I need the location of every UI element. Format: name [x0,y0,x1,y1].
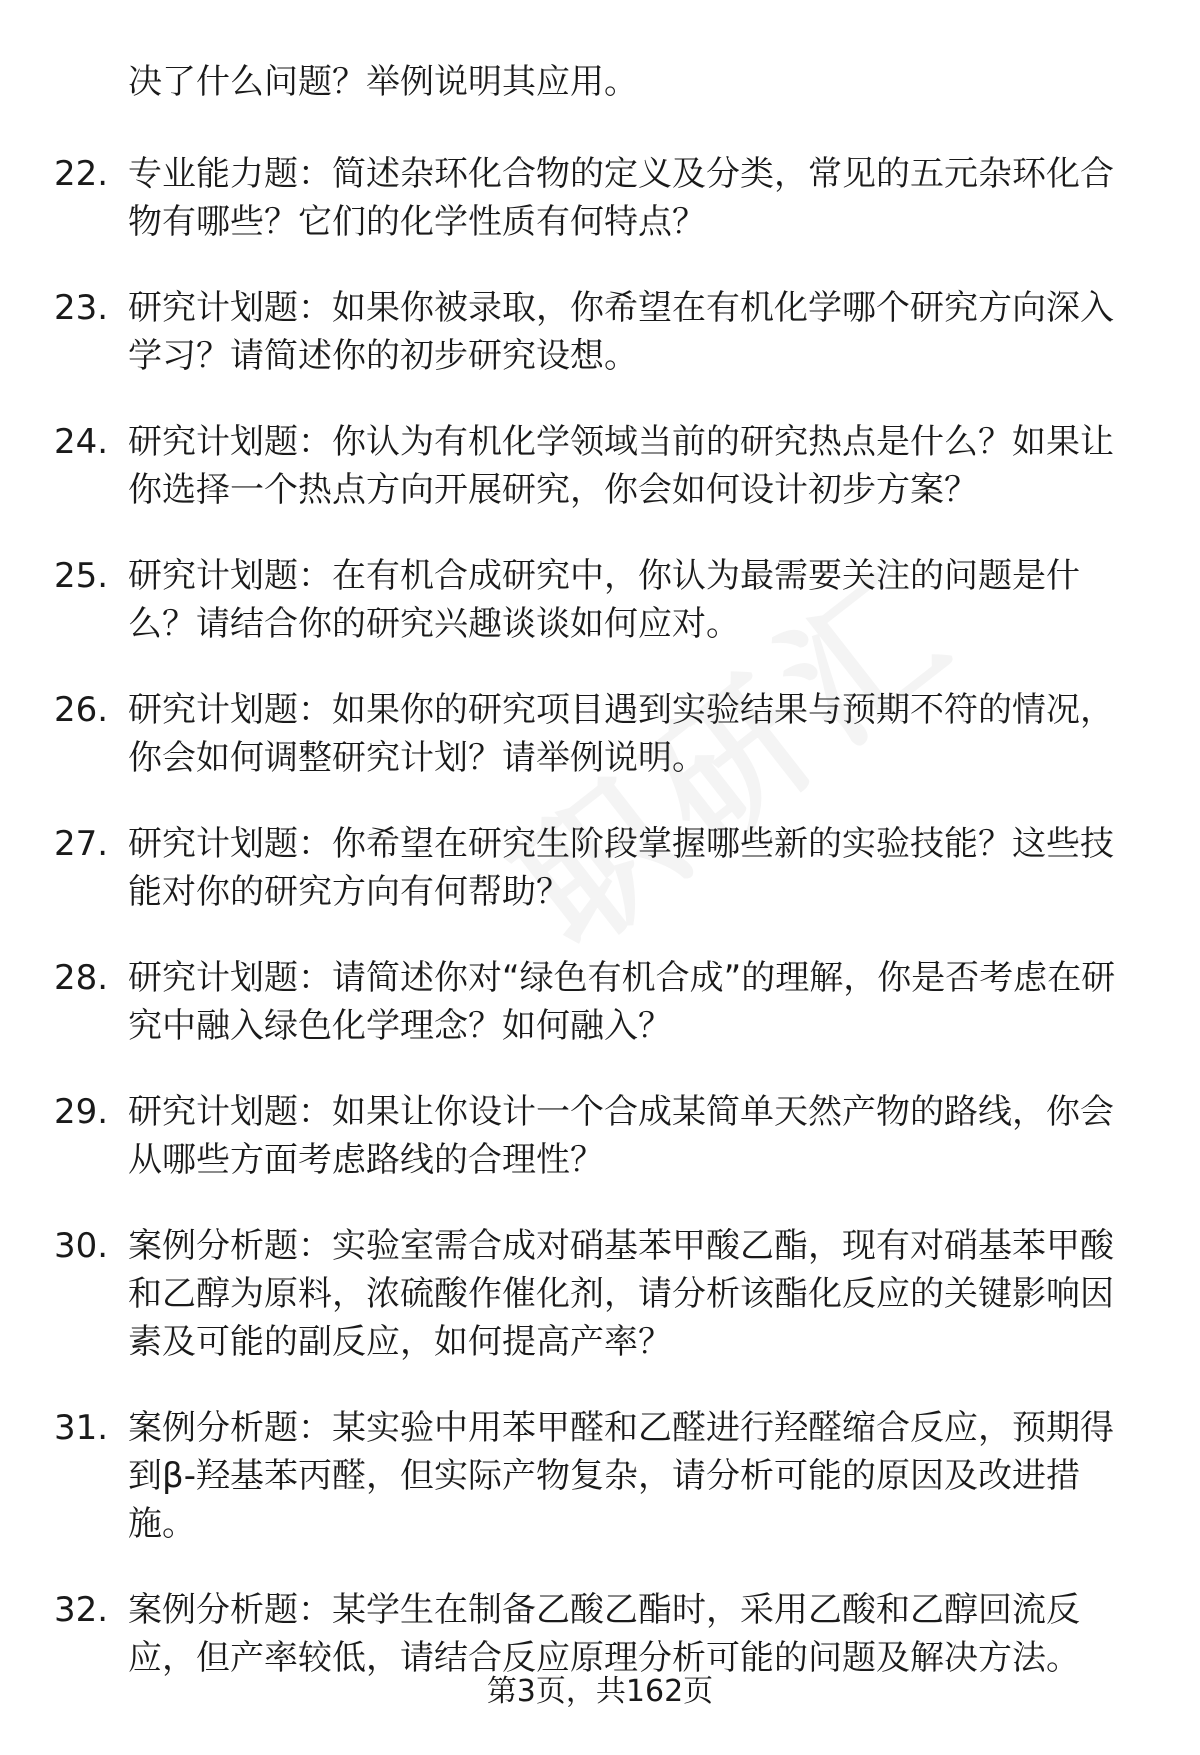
question-item [0,1088,1200,1184]
question-text: 案例分析题：实验室需合成对硝基苯甲酸乙酯，现有对硝基苯甲酸和乙醇为原料，浓硫酸作催化剂，请分析该酯化反应的关键影响因素及可能的副反应，如何提高产率？ [128,1226,1114,1362]
question-text: 研究计划题：请简述你对“绿色有机合成”的理解，你是否考虑在研究中融入绿色化学理念？如何融入？ [128,958,1116,1046]
question-item [0,418,1200,514]
question-text: 研究计划题：你希望在研究生阶段掌握哪些新的实验技能？这些技能对你的研究方向有何帮助？ [128,824,1114,912]
question-number: 29. [54,1092,109,1132]
question-text: 研究计划题：如果让你设计一个合成某简单天然产物的路线，你会从哪些方面考虑路线的合理性？ [128,1092,1114,1180]
question-number: 31. [54,1408,109,1448]
question-item [0,1404,1200,1548]
question-item [0,820,1200,916]
page-footer: 第3页，共162页 [486,1674,714,1709]
question-text: 研究计划题：如果你被录取，你希望在有机化学哪个研究方向深入学习？请简述你的初步研究设想。 [128,288,1114,376]
continuation-text: 决了什么问题？举例说明其应用。 [128,62,638,102]
question-number: 28. [54,958,109,998]
question-item [0,686,1200,782]
question-number: 32. [54,1590,109,1630]
question-text: 专业能力题：简述杂环化合物的定义及分类，常见的五元杂环化合物有哪些？它们的化学性质有何特点？ [128,154,1114,242]
question-item [0,284,1200,380]
question-text: 案例分析题：某学生在制备乙酸乙酯时，采用乙酸和乙醇回流反应，但产率较低，请结合反应原理分析可能的问题及解决方法。 [128,1590,1080,1678]
question-item [0,150,1200,246]
question-number: 30. [54,1226,109,1266]
question-item [0,954,1200,1050]
question-item [0,1222,1200,1366]
question-number: 22. [54,154,109,194]
question-number: 25. [54,556,109,596]
question-number: 27. [54,824,109,864]
question-list [0,150,1200,1720]
question-number: 23. [54,288,109,328]
question-item [0,552,1200,648]
question-text: 研究计划题：你认为有机化学领域当前的研究热点是什么？如果让你选择一个热点方向开展研究，你会如何设计初步方案？ [128,422,1114,510]
question-text: 案例分析题：某实验中用苯甲醛和乙醛进行羟醛缩合反应，预期得到β-羟基苯丙醛，但实际产物复杂，请分析可能的原因及改进措施。 [128,1408,1114,1544]
question-text: 研究计划题：如果你的研究项目遇到实验结果与预期不符的情况，你会如何调整研究计划？请举例说明。 [128,690,1114,778]
question-number: 24. [54,422,109,462]
question-number: 26. [54,690,109,730]
question-text: 研究计划题：在有机合成研究中，你认为最需要关注的问题是什么？请结合你的研究兴趣谈谈如何应对。 [128,556,1080,644]
question-item [0,1586,1200,1682]
